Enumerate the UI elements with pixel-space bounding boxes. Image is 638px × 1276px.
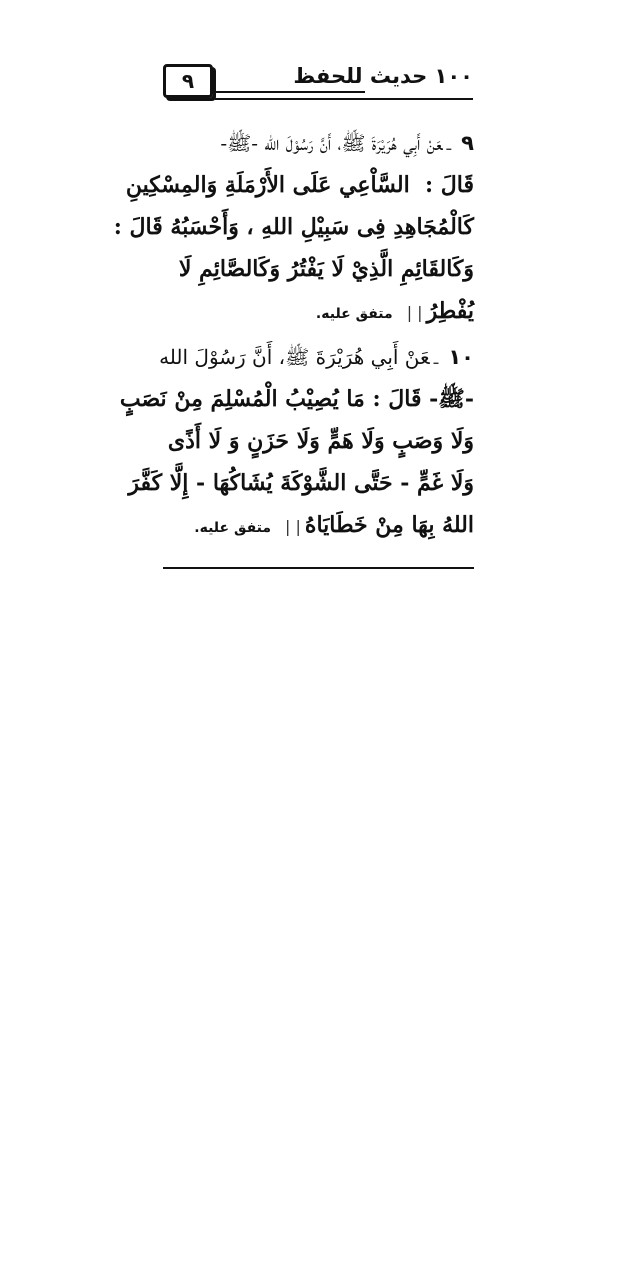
page-header <box>163 62 473 102</box>
hadith-10-source: متفق عليه. <box>194 520 272 536</box>
hadith-9-line-1 <box>162 122 474 164</box>
hadith-9-source: متفق عليه. <box>315 306 393 322</box>
header-rule <box>215 91 365 93</box>
hadith-9-line-5 <box>162 290 474 332</box>
hadith-10-text-5: اللهُ بِهَا مِنْ خَطَايَاهُ <box>304 512 474 538</box>
hadith-9-text-5: يُفْطِرُ <box>426 298 474 324</box>
hadith-10-line-1 <box>159 336 474 378</box>
hadith-10-line-4: وَلَا غَمٍّ - حَتَّى الشَّوْكَةَ يُشَاكُهَا - إِلَّا كَفَّرَ <box>128 470 474 496</box>
hadith-9-number-separator: ـ <box>446 135 452 154</box>
hadith-10-line-5 <box>162 504 474 546</box>
hadith-9-line-2: قَالَ : ‌‌ السَّاْعِي عَلَى الأَرْمَلَةِ وَالمِسْكِينِ <box>125 172 474 198</box>
hadith-10-number: ١٠ <box>448 345 474 369</box>
hadith-10-number-separator: ـ <box>433 349 439 368</box>
hadith-10-line-3: وَلَا وَصَبٍ وَلَا هَمٍّ وَلَا حَزَنٍ وَ لَا أَذًى <box>167 428 474 454</box>
header-underline <box>215 98 473 100</box>
hadith-10-text-1: عَنْ أَبِي هُرَيْرَةَ ﷺ، أَنَّ رَسُوْلَ الله <box>159 345 430 369</box>
hadith-9-end-mark: | | <box>406 303 423 322</box>
hadith-9-text-1: عَنْ أَبِي هُرَيْرَةَ ﷺ، أَنَّ رَسُوْلَ الله -ﷺ- <box>220 131 443 155</box>
hadith-10-line-2: -ﷺ- قَالَ : مَا يُصِيْبُ الْمُسْلِمَ مِنْ نَصَبٍ <box>119 386 474 412</box>
hadith-9-number: ٩ <box>461 131 474 155</box>
hadith-9-line-3: كَالْمُجَاهِدِ فِى سَبِيْلِ اللهِ ، وَأَحْسَبُهُ قَالَ : <box>113 214 474 240</box>
hadith-9-line-4: وَكَالقَائِمِ الَّذِيْ لَا يَفْتُرُ وَكَالصَّائِمِ لَا <box>178 256 474 282</box>
hadith-10 <box>119 336 474 546</box>
page-number: ٩ <box>163 64 213 98</box>
hadith-9 <box>113 122 474 332</box>
book-title: ١٠٠ حديث للحفظ <box>293 64 473 88</box>
bottom-rule <box>163 567 474 569</box>
hadith-10-end-mark: | | <box>285 517 301 536</box>
